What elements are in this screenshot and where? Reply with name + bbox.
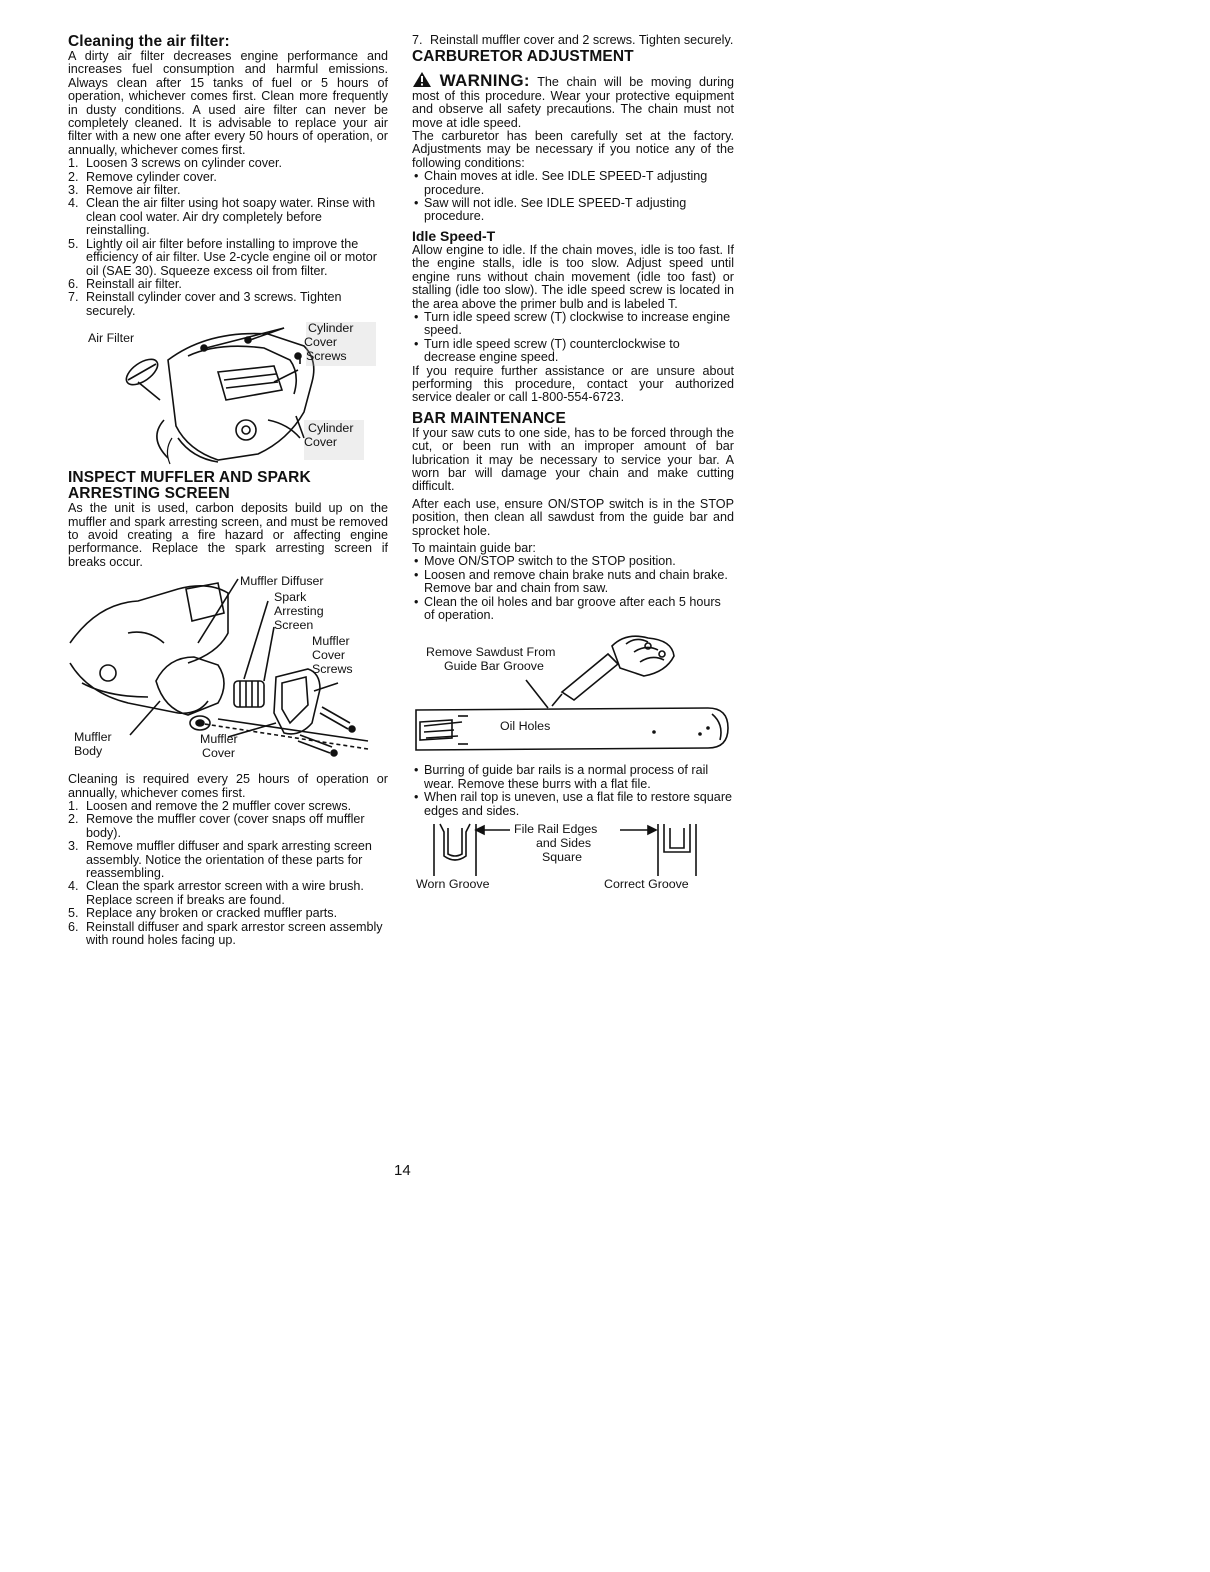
list-item: 2. Remove cylinder cover. xyxy=(68,169,217,184)
list-item: • Turn idle speed screw (T) counterclockwise to decrease engine speed. xyxy=(412,338,734,365)
label-correct-groove: Correct Groove xyxy=(604,877,689,892)
carburetor-heading: CARBURETOR ADJUSTMENT xyxy=(412,48,634,66)
bar-steps xyxy=(412,555,734,622)
label-oil-holes: Oil Holes xyxy=(500,719,551,734)
list-item: 3. Remove muffler diffuser and spark arresting screen assembly. Notice the orientation of these parts for reassembling. xyxy=(68,839,372,880)
label-file-rail-1: File Rail Edges xyxy=(514,822,598,837)
list-item: 5. Lightly oil air filter before installing to improve the efficiency of air filter. Use 2-cycle engine oil or motor oil (SAE 30). Squeeze excess oil from filter. xyxy=(68,236,377,278)
idle-speed-steps xyxy=(412,311,734,365)
list-item: • Chain moves at idle. See IDLE SPEED-T adjusting procedure. xyxy=(412,170,734,197)
list-item: • Loosen and remove chain brake nuts and chain brake. Remove bar and chain from saw. xyxy=(412,569,734,596)
carburetor-intro: The carburetor has been carefully set at the factory. Adjustments may be necessary if you notice any of the following conditions: xyxy=(412,129,734,170)
list-item: • Move ON/STOP switch to the STOP position. xyxy=(412,555,734,568)
label-file-rail-2: and Sides xyxy=(536,836,592,851)
label-file-rail-3: Square xyxy=(542,850,582,865)
list-item: 7. Reinstall muffler cover and 2 screws. Tighten securely. xyxy=(412,33,734,47)
list-item: 2. Remove the muffler cover (cover snaps off muffler body). xyxy=(68,812,365,840)
muffler-cleaning-note: Cleaning is required every 25 hours of operation or annually, whichever comes first. xyxy=(68,772,388,800)
list-item: 7. Reinstall cylinder cover and 3 screws. Tighten securely. xyxy=(68,290,342,318)
list-item: • Clean the oil holes and bar groove after each 5 hours of operation. xyxy=(412,596,734,623)
label-muffler-cover-2: Cover xyxy=(202,746,236,761)
list-item: 3. Remove air filter. xyxy=(68,183,181,198)
warning-text: The chain will be moving during most of this procedure. Wear your protective equipment and observe all safety precautions. The chain must not move at idle speed. xyxy=(412,75,735,130)
list-item: • When rail top is uneven, use a flat file to restore square edges and sides. xyxy=(412,791,734,818)
muffler-steps-continued xyxy=(412,34,734,47)
label-muffler-cover-1: Muffler xyxy=(200,732,238,747)
label-cylinder-cover-screws-3: Screws xyxy=(306,349,347,364)
air-filter-steps xyxy=(68,157,388,318)
guide-bar-figure xyxy=(412,632,734,758)
list-item: 4. Clean the air filter using hot soapy water. Rinse with clean cool water. Air dry completely before reinstalling. xyxy=(68,196,376,238)
muffler-heading: INSPECT MUFFLER AND SPARK ARRESTING SCREEN xyxy=(68,469,311,503)
muffler-intro: As the unit is used, carbon deposits build up on the muffler and spark arresting screen, and must be removed to avoid creating a fire hazard or affecting engine performance. Replace the spark arresting screen if breaks occur. xyxy=(68,501,388,569)
carburetor-warning xyxy=(412,71,734,130)
label-air-filter: Air Filter xyxy=(88,331,135,346)
bar-intro: If your saw cuts to one side, has to be forced through the cut, or been run with an improper amount of bar lubrication it may be necessary to service your bar. A worn bar will damage your chain and make cutting difficult. xyxy=(412,425,734,494)
idle-speed-intro: Allow engine to idle. If the chain moves, idle is too fast. If the engine stalls, idle is too slow. Adjust speed until engine runs without chain movement (idle too fast) or stalling (idle too slow). The idle speed screw is located in the area above the primer bulb and is labeled T. xyxy=(412,242,734,311)
list-item: 4. Clean the spark arrestor screen with a wire brush. Replace screen if breaks are found. xyxy=(68,879,364,907)
muffler-steps xyxy=(68,800,388,947)
left-column xyxy=(68,34,388,947)
list-item: 6. Reinstall diffuser and spark arrestor screen assembly with round holes facing up. xyxy=(68,919,383,948)
bar-burring-notes xyxy=(412,764,734,818)
label-screen: Screen xyxy=(274,618,314,633)
muffler-figure xyxy=(68,573,388,769)
bar-maintenance-heading: BAR MAINTENANCE xyxy=(412,409,566,427)
warning-label: WARNING: xyxy=(439,71,530,91)
label-cylinder-cover-2: Cover xyxy=(304,435,338,450)
label-muffler: Muffler xyxy=(312,634,350,649)
page-number: 14 xyxy=(394,1162,411,1179)
label-spark: Spark xyxy=(274,590,307,605)
label-muffler-body-1: Muffler xyxy=(74,730,112,745)
list-item: 1. Loosen and remove the 2 muffler cover screws. xyxy=(68,798,352,813)
bar-maintain-label: To maintain guide bar: xyxy=(412,541,536,555)
label-remove-sawdust-2: Guide Bar Groove xyxy=(444,659,544,674)
idle-speed-outro: If you require further assistance or are unsure about performing this procedure, contact your authorized service dealer or call 1-800-554-6723. xyxy=(412,363,734,405)
idle-speed-heading: Idle Speed-T xyxy=(412,227,496,244)
air-filter-figure xyxy=(68,320,388,466)
label-muffler-diffuser: Muffler Diffuser xyxy=(240,574,324,589)
groove-figure xyxy=(412,822,734,892)
list-item: • Turn idle speed screw (T) clockwise to increase engine speed. xyxy=(412,311,734,338)
air-filter-heading: Cleaning the air filter: xyxy=(68,33,230,50)
label-cylinder-cover-screws-1: Cylinder xyxy=(308,321,354,336)
right-column xyxy=(412,34,734,892)
carburetor-conditions xyxy=(412,170,734,224)
list-item: 1. Loosen 3 screws on cylinder cover. xyxy=(68,156,283,171)
label-cylinder-cover-screws-2: Cover xyxy=(304,335,338,350)
list-item: • Saw will not idle. See IDLE SPEED-T adjusting procedure. xyxy=(412,197,734,224)
air-filter-intro: A dirty air filter decreases engine performance and increases fuel consumption and harmful emissions. Always clean after 15 tanks of fuel or 5 hours of operation, whichever comes first. Clean more frequently in dusty conditions. A used aire filter can never be completely cleaned. It is advisable to replace your air filter with a new one after every 50 hours of operation, or annually, whichever comes first. xyxy=(68,49,388,157)
list-item: 5. Replace any broken or cracked muffler parts. xyxy=(68,906,338,921)
list-item: 6. Reinstall air filter. xyxy=(68,276,182,291)
bar-after-use: After each use, ensure ON/STOP switch is in the STOP position, then clean all sawdust from the guide bar and sprocket hole. xyxy=(412,496,734,538)
list-item: • Burring of guide bar rails is a normal process of rail wear. Remove these burrs with a flat file. xyxy=(412,764,734,791)
label-muffler-body-2: Body xyxy=(74,744,103,759)
label-worn-groove: Worn Groove xyxy=(416,877,490,892)
label-arresting: Arresting xyxy=(274,604,324,619)
label-remove-sawdust-1: Remove Sawdust From xyxy=(426,645,556,660)
label-cover: Cover xyxy=(312,648,346,663)
warning-triangle-icon xyxy=(412,71,432,88)
label-cylinder-cover-1: Cylinder xyxy=(308,421,354,436)
label-screws: Screws xyxy=(312,662,353,677)
